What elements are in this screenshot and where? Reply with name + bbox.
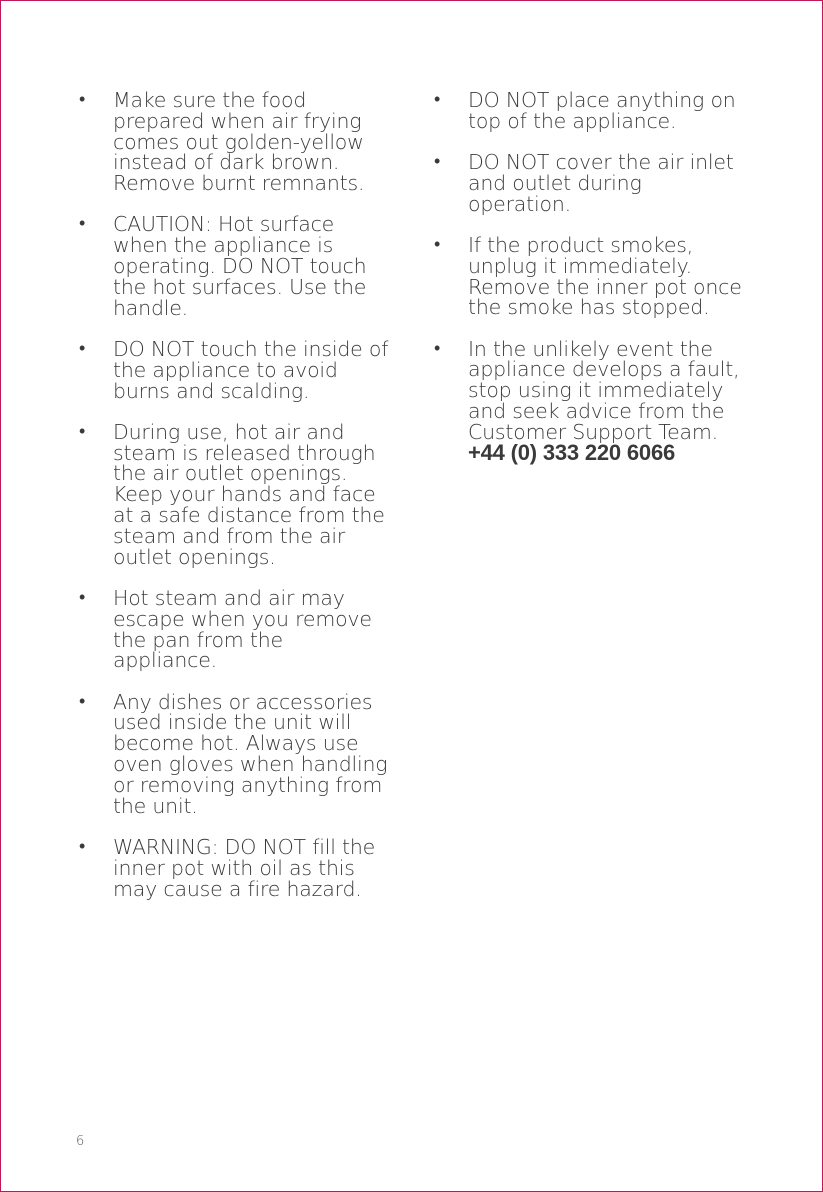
left-column: [75, 90, 390, 920]
bullet-icon: •: [434, 337, 441, 359]
list-item: [75, 214, 390, 318]
bullet-icon: •: [79, 690, 86, 712]
bullet-icon: •: [434, 151, 441, 173]
bullet-icon: •: [434, 89, 441, 110]
bullet-icon: •: [79, 420, 86, 442]
bullet-icon: •: [434, 233, 441, 255]
list-item-text: Hot steam and air may escape when you remove the pan from the appliance.: [113, 585, 372, 673]
list-item-text: In the unlikely event the appliance develops a fault, stop using it immediately and seek advice from the Customer Support Team.: [468, 336, 740, 444]
bullet-icon: •: [79, 586, 86, 608]
list-item-text: During use, hot air and steam is released through the air outlet openings. Keep your hands and face at a safe distance from the steam and from the air outlet openings.: [113, 419, 385, 569]
list-item-text: Any dishes or accessories used inside the unit will become hot. Always use oven gloves when handling or removing anything from the unit.: [113, 689, 388, 818]
bullet-icon: •: [79, 337, 86, 359]
list-item-text: If the product smokes, unplug it immediately. Remove the inner pot once the smoke has stopped.: [468, 232, 742, 320]
bullet-icon: •: [79, 213, 86, 235]
list-item: [430, 90, 750, 132]
page-number: 6: [76, 1134, 85, 1149]
support-phone-number: +44 (0) 333 220 6066: [468, 439, 676, 465]
list-item-text: WARNING: DO NOT fill the inner pot with oil as this may cause a fire hazard.: [113, 834, 376, 901]
list-item: [75, 585, 390, 673]
list-item-text: Make sure the food prepared when air frying comes out golden-yellow instead of dark brown. Remove burnt remnants.: [113, 88, 365, 196]
list-item: [75, 419, 390, 569]
list-item: [430, 152, 750, 214]
list-item: [430, 336, 750, 465]
bullet-icon: •: [79, 89, 86, 110]
list-item-text: DO NOT touch the inside of the appliance to avoid burns and scalding.: [113, 336, 389, 403]
safety-list-left: [75, 90, 390, 899]
list-item: [75, 834, 390, 901]
list-item-text: DO NOT cover the air inlet and outlet during operation.: [468, 150, 734, 216]
list-item: [75, 689, 390, 818]
list-item: [75, 336, 390, 403]
safety-list-right: [430, 90, 750, 463]
list-item: [430, 232, 750, 320]
list-item-text: DO NOT place anything on top of the appliance.: [468, 88, 736, 133]
bullet-icon: •: [79, 835, 86, 857]
list-item: [75, 90, 390, 194]
right-column: [430, 90, 750, 484]
list-item-text: CAUTION: Hot surface when the appliance is operating. DO NOT touch the hot surfaces. Use the handle.: [113, 212, 367, 320]
